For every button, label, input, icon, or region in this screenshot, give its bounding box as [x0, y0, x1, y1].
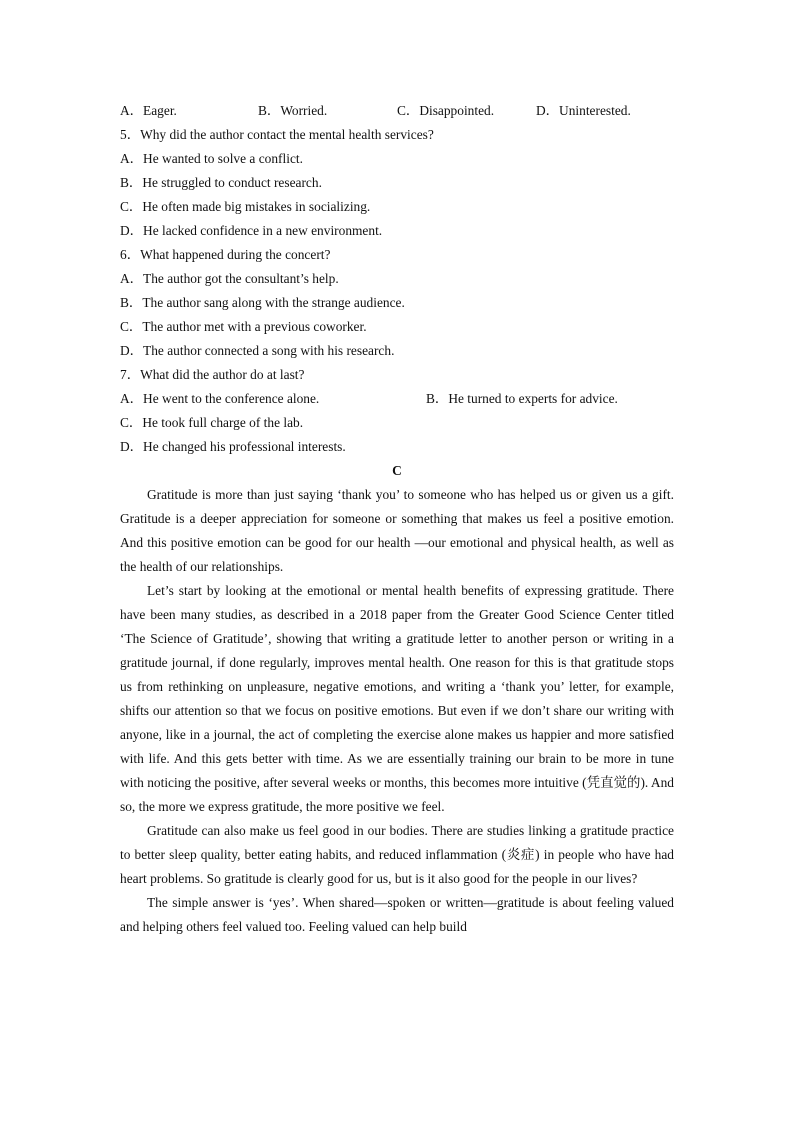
q7-option-d: D．He changed his professional interests. [120, 439, 346, 454]
section-heading: C [392, 463, 402, 478]
q6-option-b: B．The author sang along with the strange audience. [120, 295, 405, 310]
q7-option-b: B．He turned to experts for advice. [426, 391, 618, 406]
q6-question: 6．What happened during the concert? [120, 247, 331, 262]
q7-options-row1 [120, 387, 674, 411]
q5-option-c: C．He often made big mistakes in socializing. [120, 199, 371, 214]
q4-options [120, 99, 674, 123]
passage [120, 483, 674, 939]
q6-option-c: C．The author met with a previous coworker. [120, 319, 367, 334]
q5-question: 5．Why did the author contact the mental health services? [120, 127, 434, 142]
q6-option-a: A．The author got the consultant’s help. [120, 271, 339, 286]
passage-paragraph-2: Let’s start by looking at the emotional or mental health benefits of expressing gratitude. There have been many studies, as described in a 2018 paper from the Greater Good Science Center titled ‘The Science of Gratitude’, showing that writing a gratitude letter to another person or writing in a gratitude journal, if done regularly, improves mental health. One reason for this is that gratitude stops us from rethinking on unpleasure, negative emotions, and writing a ‘thank you’ letter, for example, shifts our attention so that we focus on positive emotions. But even if we don’t share our writing with anyone, like in a journal, the act of completing the exercise alone makes us happier and more satisfied with life. And this gets better with time. As we are essentially training our brain to be more in tune with noticing the positive, after several weeks or months, this becomes more intuitive (凭直觉的). And so, the more we express gratitude, the more positive we feel. [120, 583, 674, 814]
passage-paragraph-3: Gratitude can also make us feel good in our bodies. There are studies linking a gratitude practice to better sleep quality, better eating habits, and reduced inflammation (炎症) in people who have had heart problems. So gratitude is clearly good for us, but is it also good for the people in our lives? [120, 823, 674, 886]
q5-option-d: D．He lacked confidence in a new environment. [120, 223, 383, 238]
q7-option-a: A．He went to the conference alone. [120, 391, 320, 406]
passage-paragraph-1: Gratitude is more than just saying ‘thank you’ to someone who has helped us or given us a gift. Gratitude is a deeper appreciation for someone or something that makes us feel a positive emotion. And this positive emotion can be good for our health —our emotional and physical health, as well as the health of our relationships. [120, 487, 674, 574]
passage-paragraph-4: The simple answer is ‘yes’. When shared—spoken or written—gratitude is about feeling valued and helping others feel valued too. Feeling valued can help build [120, 895, 674, 934]
q4-option-a: A．Eager. [120, 103, 177, 118]
q5-option-a: A．He wanted to solve a conflict. [120, 151, 303, 166]
document-page [120, 99, 674, 939]
q4-option-b: B．Worried. [258, 103, 328, 118]
q7-option-c: C．He took full charge of the lab. [120, 415, 304, 430]
q4-option-c: C．Disappointed. [397, 103, 495, 118]
q5-option-b: B．He struggled to conduct research. [120, 175, 322, 190]
q4-option-d: D．Uninterested. [536, 103, 631, 118]
q6-option-d: D．The author connected a song with his research. [120, 343, 395, 358]
q7-question: 7．What did the author do at last? [120, 367, 305, 382]
